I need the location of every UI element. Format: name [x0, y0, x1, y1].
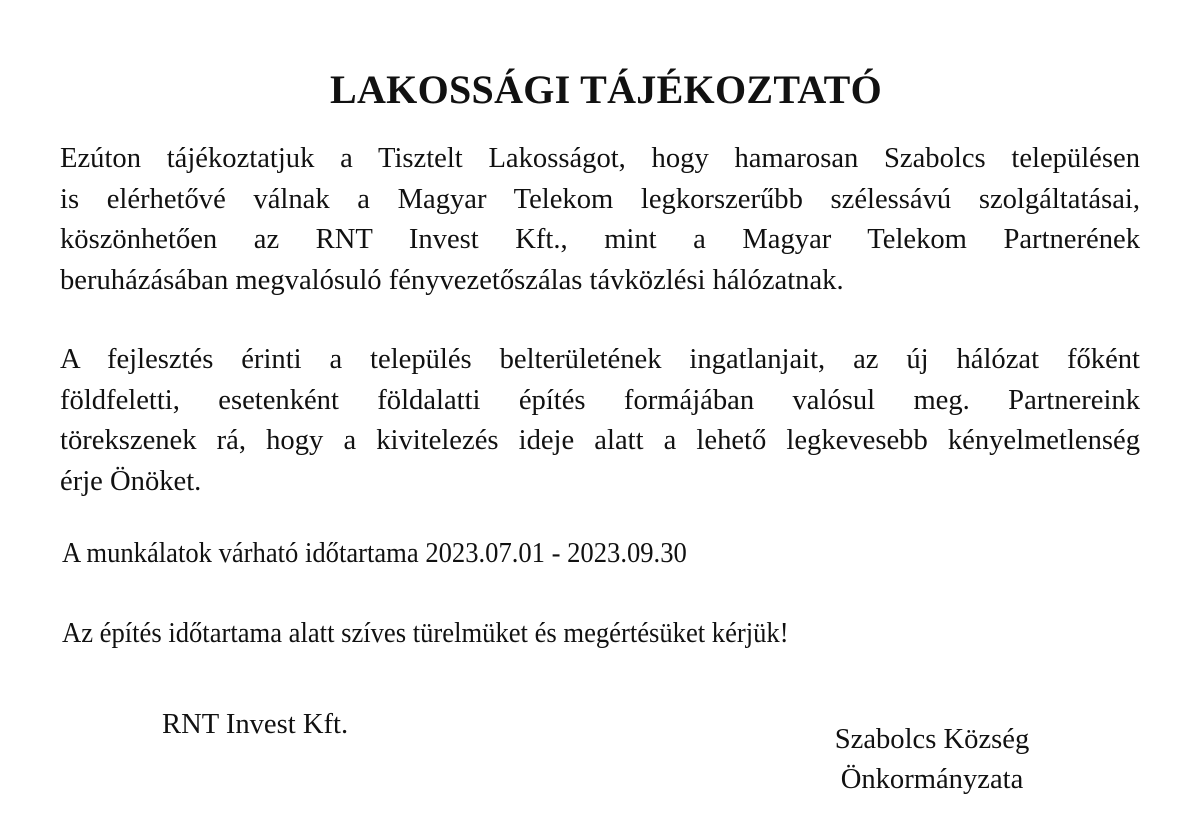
paragraph-line: is elérhetővé válnak a Magyar Telekom legkorszerűbb szélessávú szolgáltatásai,	[60, 183, 1140, 215]
development-paragraph	[60, 340, 1140, 502]
notice-title: LAKOSSÁGI TÁJÉKOZTATÓ	[329, 67, 882, 112]
paragraph-line: érje Önöket.	[60, 465, 202, 497]
duration-statement: A munkálatok várható időtartama 2023.07.01 - 2023.09.30	[62, 538, 687, 569]
paragraph-line: A fejlesztés érinti a település belterületének ingatlanjait, az új hálózat főként	[60, 344, 1140, 375]
signature-line: Szabolcs Község	[834, 724, 1030, 755]
signature-municipality	[812, 720, 1052, 800]
intro-paragraph	[60, 139, 1140, 301]
closing-statement: Az építés időtartama alatt szíves türelmüket és megértésüket kérjük!	[62, 618, 789, 649]
paragraph-line: köszönhetően az RNT Invest Kft., mint a Magyar Telekom Partnerének	[60, 224, 1140, 255]
paragraph-line: törekszenek rá, hogy a kivitelezés ideje alatt a lehető legkevesebb kényelmetlenség	[60, 425, 1140, 456]
paragraph-line: földfeletti, esetenként földalatti építés formájában valósul meg. Partnereink	[60, 384, 1140, 416]
signature-rnt-invest: RNT Invest Kft.	[162, 709, 349, 740]
paragraph-line: Ezúton tájékoztatjuk a Tisztelt Lakosságot, hogy hamarosan Szabolcs településen	[60, 143, 1140, 174]
signature-line: Önkormányzata	[840, 764, 1024, 795]
paragraph-line: beruházásában megvalósuló fényvezetőszálas távközlési hálózatnak.	[60, 264, 844, 296]
